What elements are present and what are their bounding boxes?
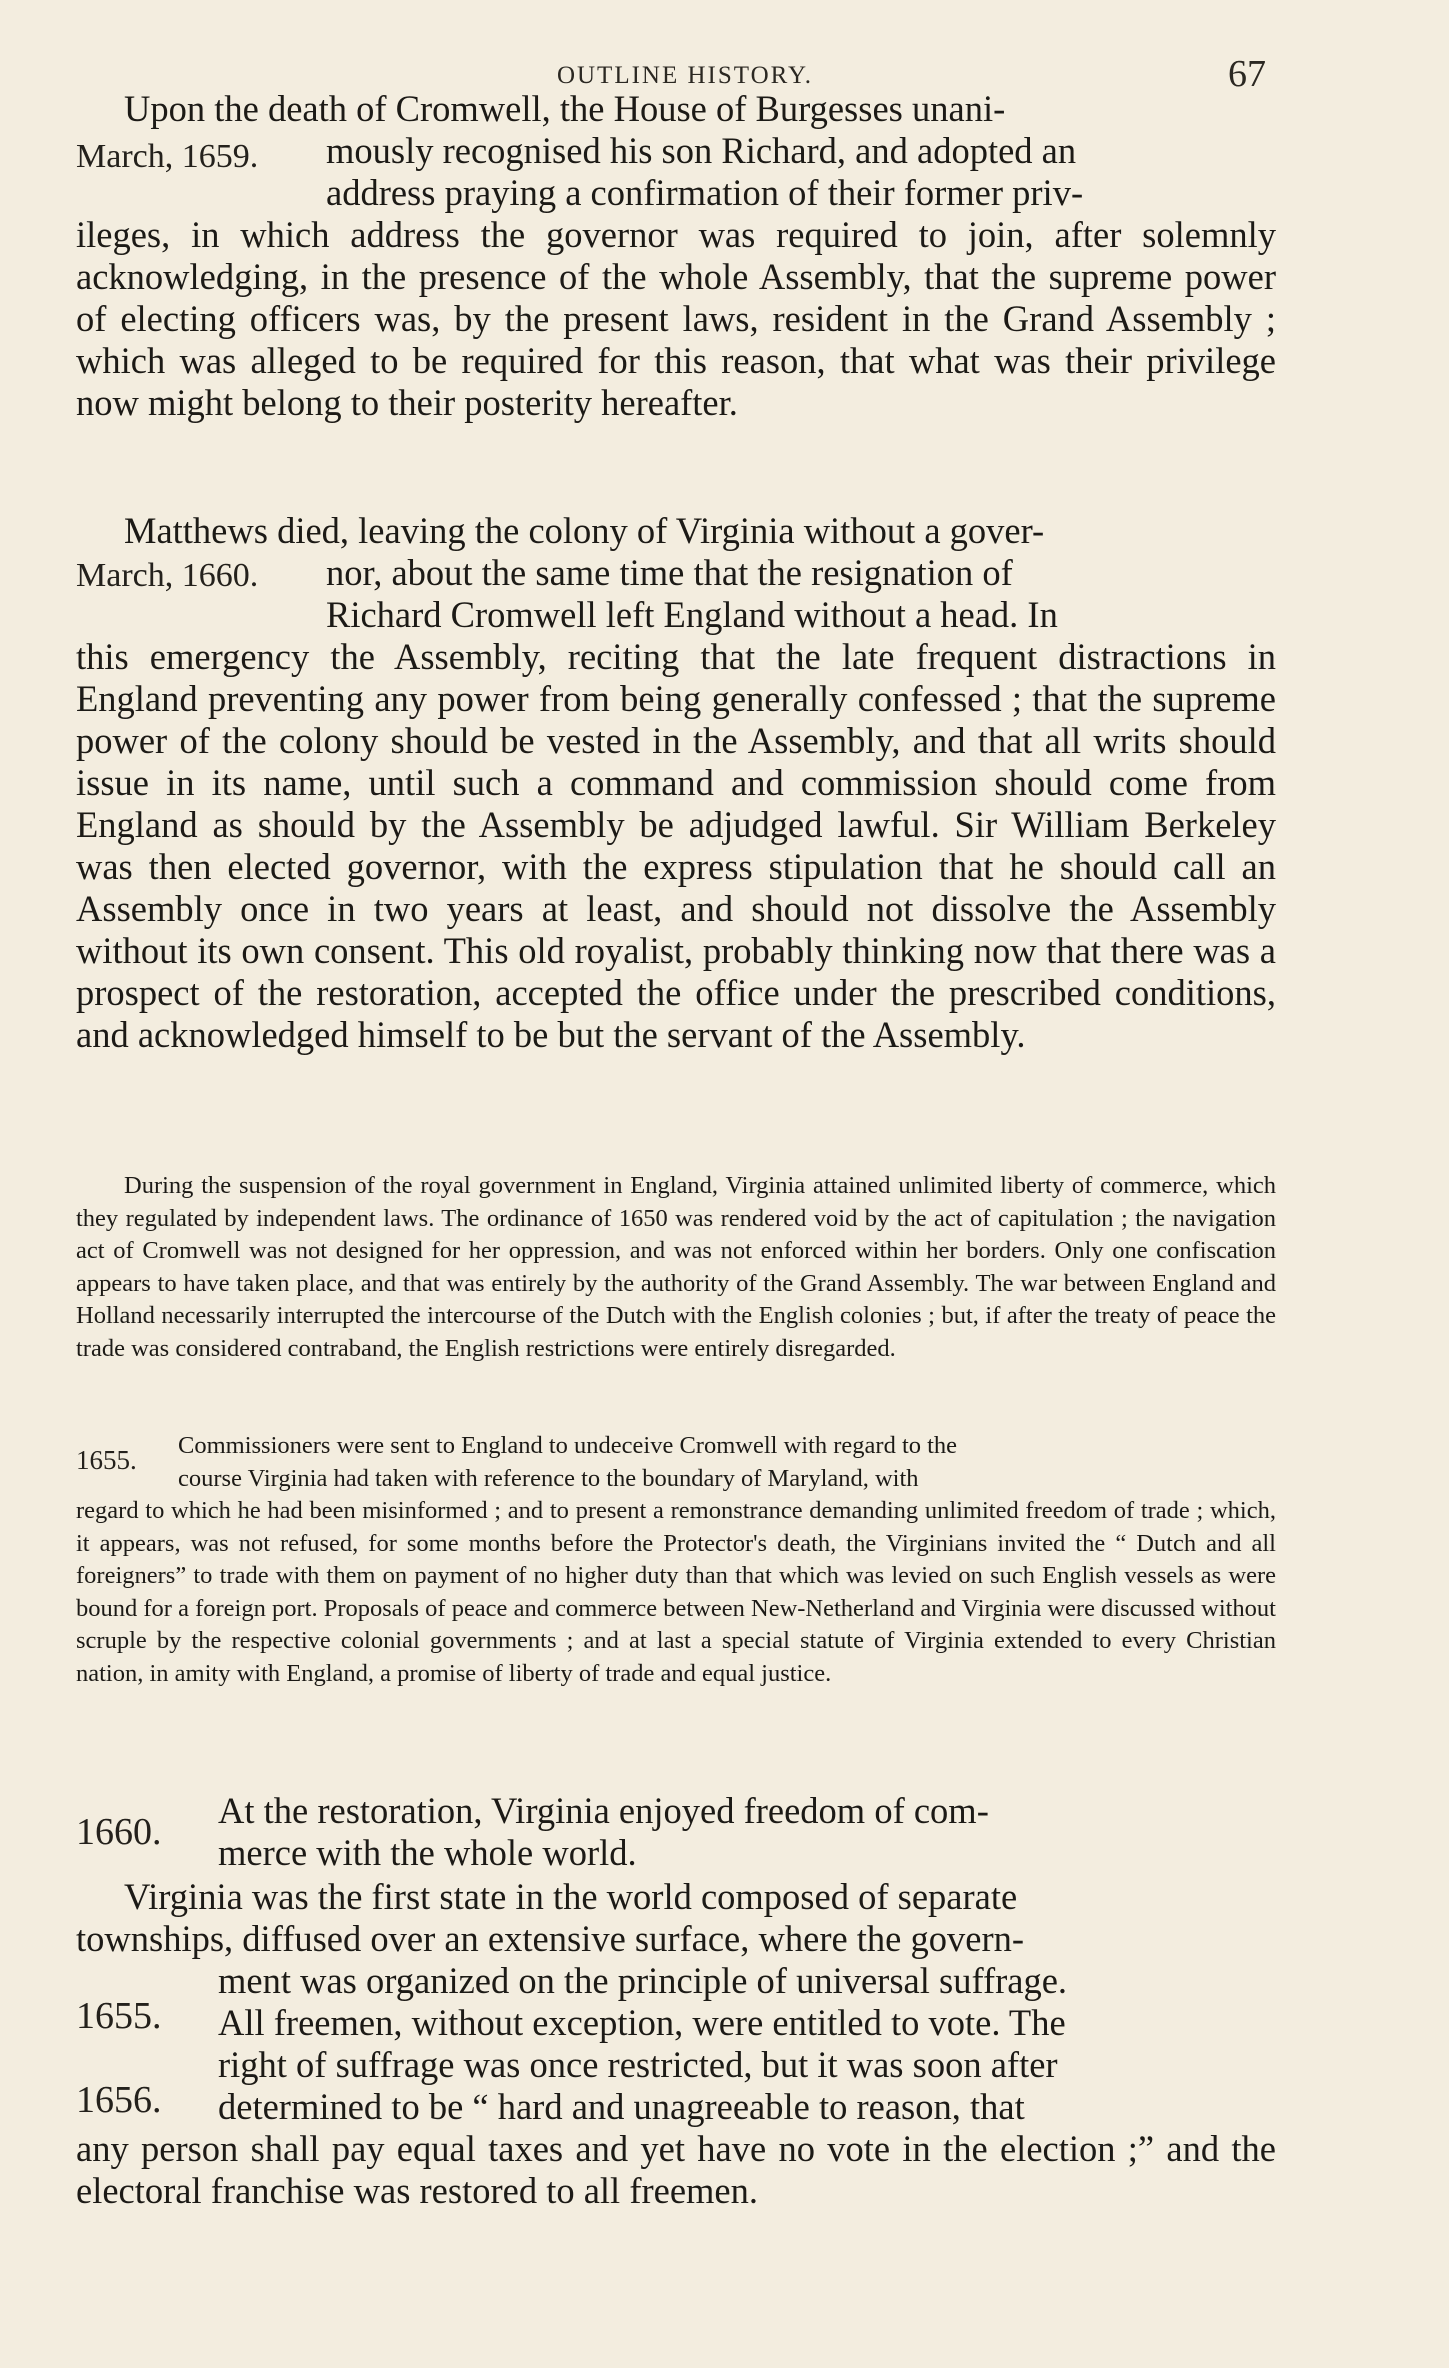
paragraph-universal-suffrage [76, 1876, 1276, 1960]
para1-first-line: Upon the death of Cromwell, the House of Burgesses unani- [124, 88, 1006, 129]
para3-restoration [218, 1790, 1276, 1874]
note-side-line-2: course Virginia had taken with reference to the boundary of Maryland, with [178, 1464, 919, 1492]
note-side-line-1: Commissioners were sent to England to undeceive Cromwell with regard to the [178, 1432, 958, 1459]
para4-line-2: townships, diffused over an extensive surface, where the govern- [76, 1918, 1025, 1959]
para2-side-lines [326, 552, 1276, 636]
para2-rest: this emergency the Assembly, reciting that the late frequent distractions in England preventing any power from being generally confessed ; that the supreme power of the colony should be vested in the Assembly, and that all writs should issue in its name, until such a command and commission should come from England as should by the Assembly be adjudged lawful. Sir William Berkeley was then elected governor, with the express stipulation that he should call an Assembly once in two years at least, and should not dissolve the Assembly without its own consent. This old royalist, probably thinking now that there was a prospect of the restoration, accepted the office under the prescribed conditions, and acknowledged himself to be but the servant of the Assembly. [76, 636, 1276, 1055]
para4-side-a-line-1: ment was organized on the principle of universal suffrage. [218, 1960, 1068, 2001]
para3-line-1: At the restoration, Virginia enjoyed freedom of com- [218, 1790, 989, 1831]
note-part2: regard to which he had been misinformed ; and to present a remonstrance demanding unlimited freedom of trade ; which, it appears, was not refused, for some months before the Protector's death, the Virginians invited the “ Dutch and all foreigners” to trade with them on payment of no higher duty than that which was levied on such English vessels as were bound for a foreign port. Proposals of peace and commerce between New-Netherland and Virginia were discussed without scruple by the respective colonial governments ; and at last a special statute of Virginia extended to every Christian nation, in amity with England, a promise of liberty of trade and equal justice. [76, 1497, 1276, 1687]
note-commerce [76, 1170, 1276, 1365]
para1-side-line-2: address praying a confirmation of their former priv- [326, 172, 1084, 213]
para2-side-line-2: Richard Cromwell left England without a head. In [326, 594, 1058, 635]
margin-date-1656: 1656. [76, 2079, 162, 2121]
paragraph-matthews-death [76, 510, 1276, 552]
para4-side-lines-b [218, 2044, 1276, 2128]
para1-side-lines [326, 130, 1276, 214]
margin-date-1660: 1660. [76, 1811, 162, 1853]
margin-date-march-1659: March, 1659. [76, 138, 259, 175]
para1-rest: ileges, in which address the governor was required to join, after solemnly acknowledging, in the presence of the whole Assembly, that the supreme power of electing officers was, by the present laws, resident in the Grand Assembly ; which was alleged to be required for this reason, that what was their privilege now might belong to their posterity hereafter. [76, 214, 1276, 423]
paragraph-cromwell-death [76, 88, 1276, 130]
note-side-lines [178, 1430, 1276, 1495]
para4-side-b-line-1: right of suffrage was once restricted, but it was soon after [218, 2044, 1058, 2085]
para2-first-line: Matthews died, leaving the colony of Virginia without a gover- [124, 510, 1045, 551]
page-number: 67 [1228, 53, 1266, 95]
para4-side-a-line-2: All freemen, without exception, were entitled to vote. The [218, 2002, 1066, 2043]
para4-side-lines-a [218, 1960, 1276, 2044]
margin-date-1655-b: 1655. [76, 1995, 162, 2037]
para4-side-b-line-2: determined to be “ hard and unagreeable to reason, that [218, 2086, 1025, 2127]
para1-side-line-1: mously recognised his son Richard, and adopted an [326, 130, 1077, 171]
margin-date-march-1660: March, 1660. [76, 557, 259, 594]
note-margin-date-1655: 1655. [76, 1445, 137, 1475]
note-part1: During the suspension of the royal government in England, Virginia attained unlimited liberty of commerce, which they regulated by independent laws. The ordinance of 1650 was rendered void by the act of capitulation ; the navigation act of Cromwell was not designed for her oppression, and was not enforced within her borders. Only one confiscation appears to have taken place, and that was entirely by the authority of the Grand Assembly. The war between England and Holland necessarily interrupted the intercourse of the Dutch with the English colonies ; but, if after the treaty of peace the trade was considered contraband, the English restrictions were entirely disregarded. [76, 1172, 1276, 1362]
para3-line-2: merce with the whole world. [218, 1832, 637, 1873]
para4-line-1: Virginia was the first state in the world composed of separate [124, 1876, 1018, 1917]
para4-rest: any person shall pay equal taxes and yet have no vote in the election ;” and the electoral franchise was restored to all freemen. [76, 2128, 1276, 2211]
para2-side-line-1: nor, about the same time that the resignation of [326, 552, 1013, 593]
running-title: OUTLINE HISTORY. [556, 62, 814, 89]
